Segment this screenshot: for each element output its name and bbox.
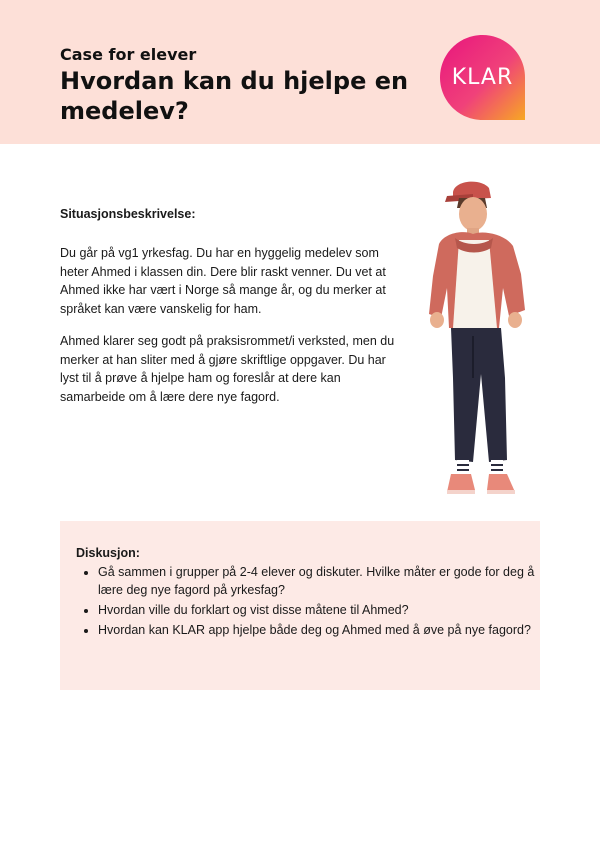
situation-label: Situasjonsbeskrivelse: [60,207,196,221]
student-figure-icon [425,178,545,500]
student-illustration [425,178,545,500]
logo-text: KLAR [451,65,514,90]
list-item: • Hvordan ville du forklart og vist disse måtene til Ahmed? [98,601,538,619]
header-banner [0,0,600,144]
list-item: • Hvordan kan KLAR app hjelpe både deg og Ahmed med å øve på nye fagord? [98,621,538,639]
page-title: Hvordan kan du hjelpe en medelev? [60,67,409,125]
klar-logo [440,35,525,120]
situation-paragraph-1: Du går på vg1 yrkesfag. Du har en hyggelig medelev som heter Ahmed i klassen din. Dere blir raskt venner. Du vet at Ahmed ikke har vært i Norge så mange år, og du merker at språket kan være vanskelig for ham. [60,246,386,316]
eyebrow-text: Case for elever [60,45,197,64]
list-item: • Gå sammen i grupper på 2-4 elever og diskuter. Hvilke måter er gode for deg å lære deg nye fagord på yrkesfag? [98,563,538,599]
discussion-label: Diskusjon: [76,546,140,560]
discussion-box [60,521,540,690]
situation-paragraph-2: Ahmed klarer seg godt på praksisrommet/i verksted, men du merker at han sliter med å gjøre skriftlige oppgaver. Du har lyst til å prøve å hjelpe ham og foreslår at dere kan samarbeide om å lære dere nye fagord. [60,334,395,404]
discussion-list [76,563,538,641]
